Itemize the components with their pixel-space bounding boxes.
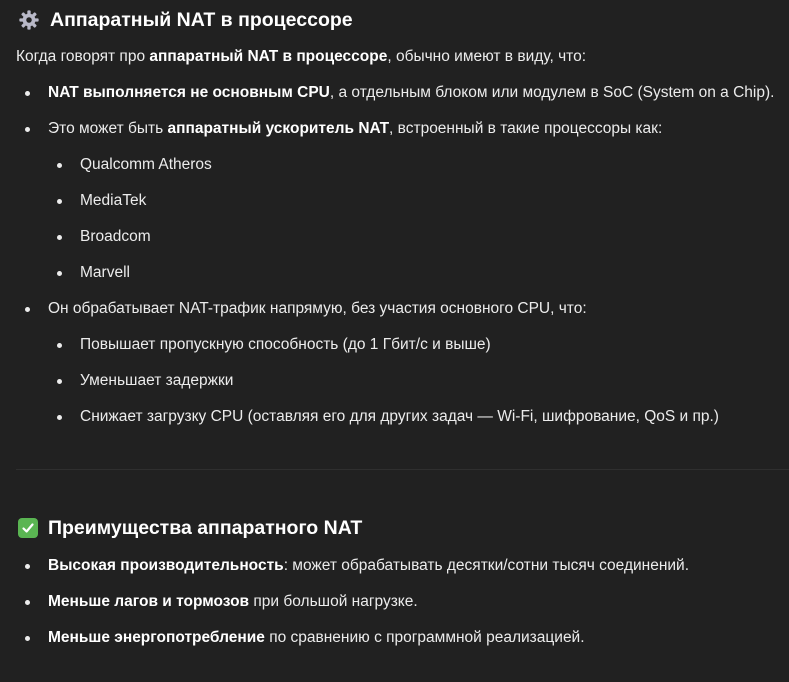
bullet-icon — [57, 415, 62, 420]
intro-text-end: , обычно имеют в виду, что: — [387, 48, 587, 65]
section-divider — [16, 469, 789, 470]
gear-icon — [18, 9, 40, 31]
intro-text: Когда говорят про — [16, 48, 150, 65]
list-item-bold: NAT выполняется не основным CPU — [48, 84, 330, 101]
bullet-icon — [25, 127, 30, 132]
sub-list-item-text: Broadcom — [80, 228, 151, 245]
section-title: Аппаратный NAT в процессоре — [50, 8, 353, 31]
list-item-text: при большой нагрузке. — [249, 593, 418, 610]
section-heading-hardware-nat — [16, 2, 353, 38]
intro-bold: аппаратный NAT в процессоре — [149, 48, 388, 65]
bullet-icon — [25, 600, 30, 605]
bullet-icon — [57, 343, 62, 348]
section-heading-advantages — [16, 510, 362, 546]
bullet-icon — [57, 199, 62, 204]
bullet-icon — [25, 636, 30, 641]
sub-list-item-text: Marvell — [80, 264, 130, 281]
sub-list-item-text: Уменьшает задержки — [80, 372, 234, 389]
check-mark-icon — [18, 518, 38, 538]
list-item-text: : может обрабатывать десятки/сотни тысяч соединений. — [283, 557, 690, 574]
list-item-bold: Меньше энергопотребление — [48, 629, 265, 646]
sub-list-item-text: Повышает пропускную способность (до 1 Гбит/с и выше) — [80, 336, 491, 353]
list-item-text: Это может быть — [48, 120, 168, 137]
sub-list-item-text: MediaTek — [80, 192, 147, 209]
list-item-text: Он обрабатывает NAT-трафик напрямую, без участия основного CPU, что: — [48, 300, 587, 317]
bullet-icon — [57, 271, 62, 276]
intro-paragraph — [16, 47, 586, 67]
sub-list-item-text: Снижает загрузку CPU (оставляя его для других задач — Wi-Fi, шифрование, QoS и пр.) — [80, 408, 719, 425]
bullet-icon — [25, 564, 30, 569]
list-item-bold: Высокая производительность — [48, 557, 284, 574]
section-title: Преимущества аппаратного NAT — [48, 516, 363, 539]
bullet-icon — [25, 91, 30, 96]
bullet-icon — [57, 163, 62, 168]
list-item-text: по сравнению с программной реализацией. — [264, 629, 585, 646]
bullet-icon — [57, 379, 62, 384]
bullet-icon — [25, 307, 30, 312]
list-item-text-end: , встроенный в такие процессоры как: — [389, 120, 663, 137]
list-item-text: , а отдельным блоком или модулем в SoC (System on a Chip). — [329, 84, 775, 101]
sub-list-item-text: Qualcomm Atheros — [80, 156, 212, 173]
list-item-bold: Меньше лагов и тормозов — [48, 593, 250, 610]
list-item-bold: аппаратный ускоритель NAT — [167, 120, 390, 137]
bullet-icon — [57, 235, 62, 240]
